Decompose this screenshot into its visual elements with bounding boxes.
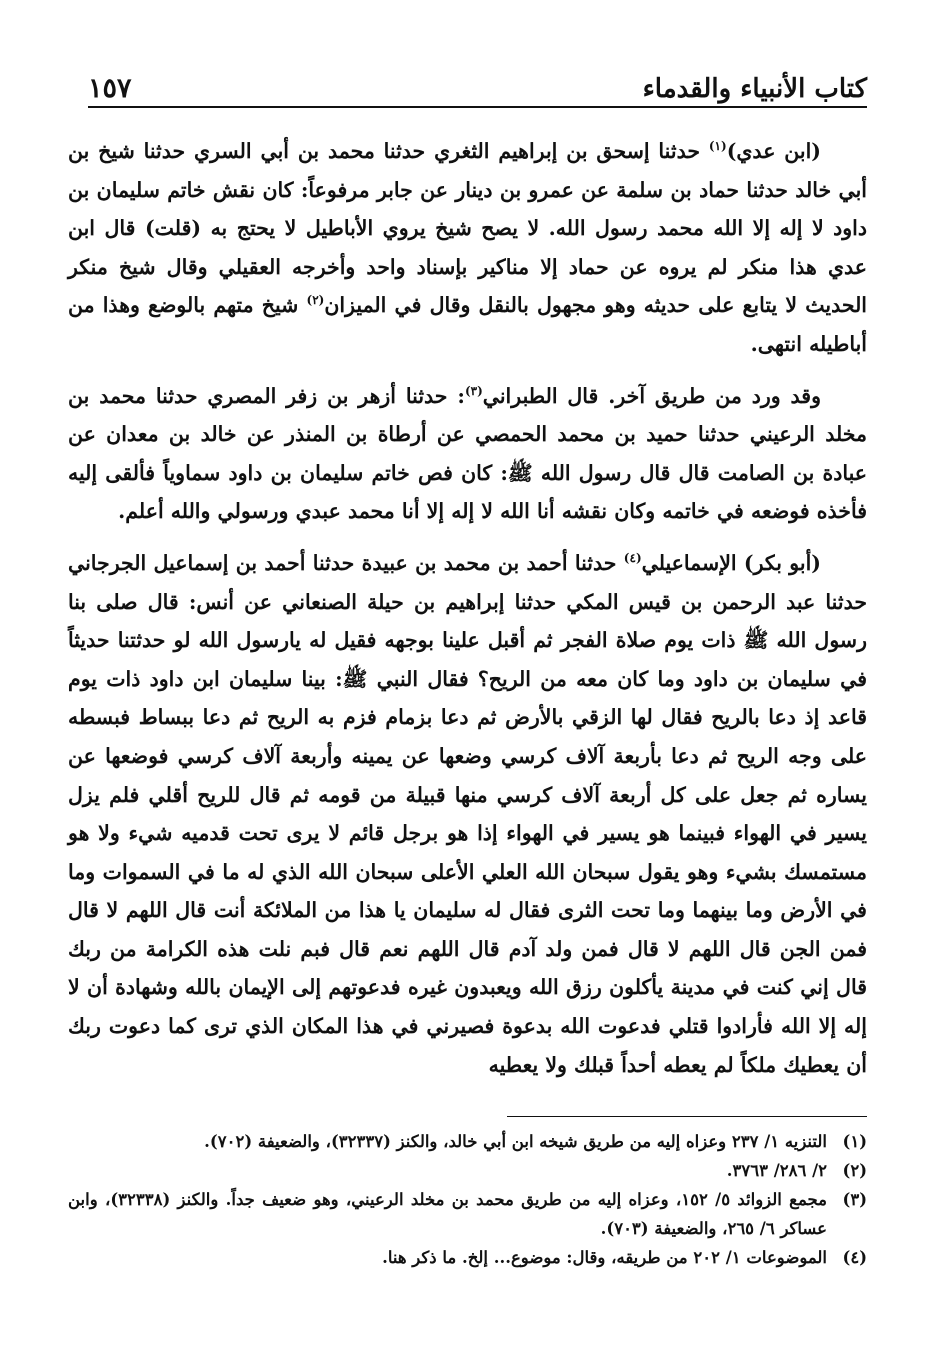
- paragraph-ismaili: [68, 544, 867, 1084]
- text-run: حدثنا إسحق بن إبراهيم الثغري حدثنا محمد بن أبي السري حدثنا شيخ بن أبي خالد حدثنا حماد بن سلمة عن عمرو بن دينار عن جابر مرفوعاً: كان نقش خاتم سليمان بن داود لا إله إلا الله محمد رسول الله. لا يصح شيخ يروي الأباطيل لا يحتج به (قلت) قال ابن عدي هذا منكر لم يروه عن حماد إلا مناكير بإسناد واحد وأخرجه العقيلي وقال شيخ منكر الحديث لا يتابع على حديثه وهو مجهول بالنقل وقال في الميزان: [68, 139, 868, 318]
- paragraph-ibn-adi: [68, 132, 867, 364]
- text-run: (أبو بكر) الإسماعيلي: [641, 550, 821, 575]
- text-run: : حدثنا أزهر بن زفر المصري حدثنا محمد بن مخلد الرعيني حدثنا حميد بن محمد الحمصي عن أرطاة بن المنذر عن خالد بن معدان عن عبادة بن الصامت قال قال رسول الله ﷺ: كان فص خاتم سليمان بن داود سماوياً فألقى إليه فأخذه فوضعه في خاتمه وكان نقشه أنا الله لا إله إلا أنا محمد عبدي ورسولي والله أعلم.: [68, 383, 867, 524]
- text-run: شيخ متهم بالوضع وهذا من أباطيله انتهى.: [68, 293, 867, 356]
- footnote-text: التنزيه ١/ ٢٣٧ وعزاه إليه من طريق شيخه ابن أبي خالد، والكنز (٣٢٣٣٧)، والضعيفة (٧٠٢).: [204, 1132, 827, 1151]
- text-run: (ابن عدي): [726, 139, 821, 163]
- paragraph-tabarani: [68, 377, 867, 531]
- footnote-number: (١): [842, 1132, 867, 1151]
- footnotes: [68, 1127, 867, 1272]
- footnote-text: الموضوعات ١/ ٢٠٢ من طريقه، وقال: موضوع... إلخ. ما ذكر هنا.: [382, 1248, 827, 1267]
- footnote-1: [68, 1127, 867, 1156]
- footnote-text: مجمع الزوائد ٥/ ١٥٢، وعزاه إليه من طريق محمد بن مخلد الرعيني، وهو ضعيف جداً. والكنز (٣٢٣٣٨)، وابن عساكر ٦/ ٢٦٥، والضعيفة (٧٠٣).: [68, 1190, 827, 1238]
- header-rule: [88, 106, 867, 108]
- footnote-3: [68, 1185, 867, 1243]
- footnote-ref-1: (١): [708, 139, 727, 154]
- footnote-separator: [507, 1116, 867, 1117]
- footnote-text: ٢/ ٢٨٦/ ٣٧٦٣.: [726, 1161, 827, 1180]
- footnote-number: (٢): [842, 1161, 867, 1180]
- running-title: كتاب الأنبياء والقدماء: [642, 74, 867, 104]
- footnote-number: (٣): [842, 1190, 867, 1209]
- footnote-number: (٤): [842, 1248, 867, 1267]
- text-run: حدثنا أحمد بن محمد بن عبيدة حدثنا أحمد بن إسماعيل الجرجاني حدثنا عبد الرحمن بن قيس المكي حدثنا إبراهيم بن حيلة الصنعاني عن أنس: قال صلى بنا رسول الله ﷺ ذات يوم صلاة الفجر ثم أقبل علينا بوجهه فقيل له يارسول الله لو حدثتنا حديثاً في سليمان بن داود وما كان معه من الريح؟ فقال النبي ﷺ: بينا سليمان ابن داود ذات يوم قاعد إذ دعا بالريح فقال لها الزقي بالأرض ثم دعا بزمام فزم به الريح ثم دعا ببساط فبسطه على وجه الريح ثم دعا بأربعة آلاف كرسي وضعها عن يمينه وأربعة آلاف كرسي فوضعها عن يساره ثم جعل على كل أربعة آلاف كرسي منها قبيلة من قومه ثم قال للريح أقلي فلم يزل يسير في الهواء فبينما هو يسير في الهواء إذا هو برجل قائم لا يرى تحت قدميه شيء ولا هو مستمسك بشيء وهو يقول سبحان الله العلي الأعلى سبحان الله الذي له ما في السموات وما في الأرض وما بينهما وما تحت الثرى فقال له سليمان يا هذا من الملائكة أنت قال اللهم لا قال فمن الجن قال اللهم لا قال فمن ولد آدم قال اللهم نعم قال فبم نلت هذه الكرامة من ربك قال إني كنت في مدينة يأكلون رزق الله ويعبدون غيره فدعوتهم إلى الإيمان بالله وشهادة أن لا إله إلا الله فأرادوا قتلي فدعوت الله بدعوة فصيرني في هذا المكان الذي ترى كما دعوت ربك أن يعطيك ملكاً لم يعطه أحداً قبلك ولا يعطيه: [68, 550, 867, 1077]
- footnote-ref-2: (٢): [306, 293, 325, 308]
- footnote-2: [68, 1156, 867, 1185]
- page-number: ١٥٧: [88, 73, 132, 104]
- footnote-ref-4: (٤): [623, 551, 642, 566]
- text-run: وقد ورد من طريق آخر. قال الطبراني: [482, 383, 822, 408]
- footnote-4: [68, 1243, 867, 1272]
- main-text: [68, 132, 867, 1084]
- page-header: [88, 62, 867, 102]
- footnote-ref-3: (٣): [464, 383, 483, 398]
